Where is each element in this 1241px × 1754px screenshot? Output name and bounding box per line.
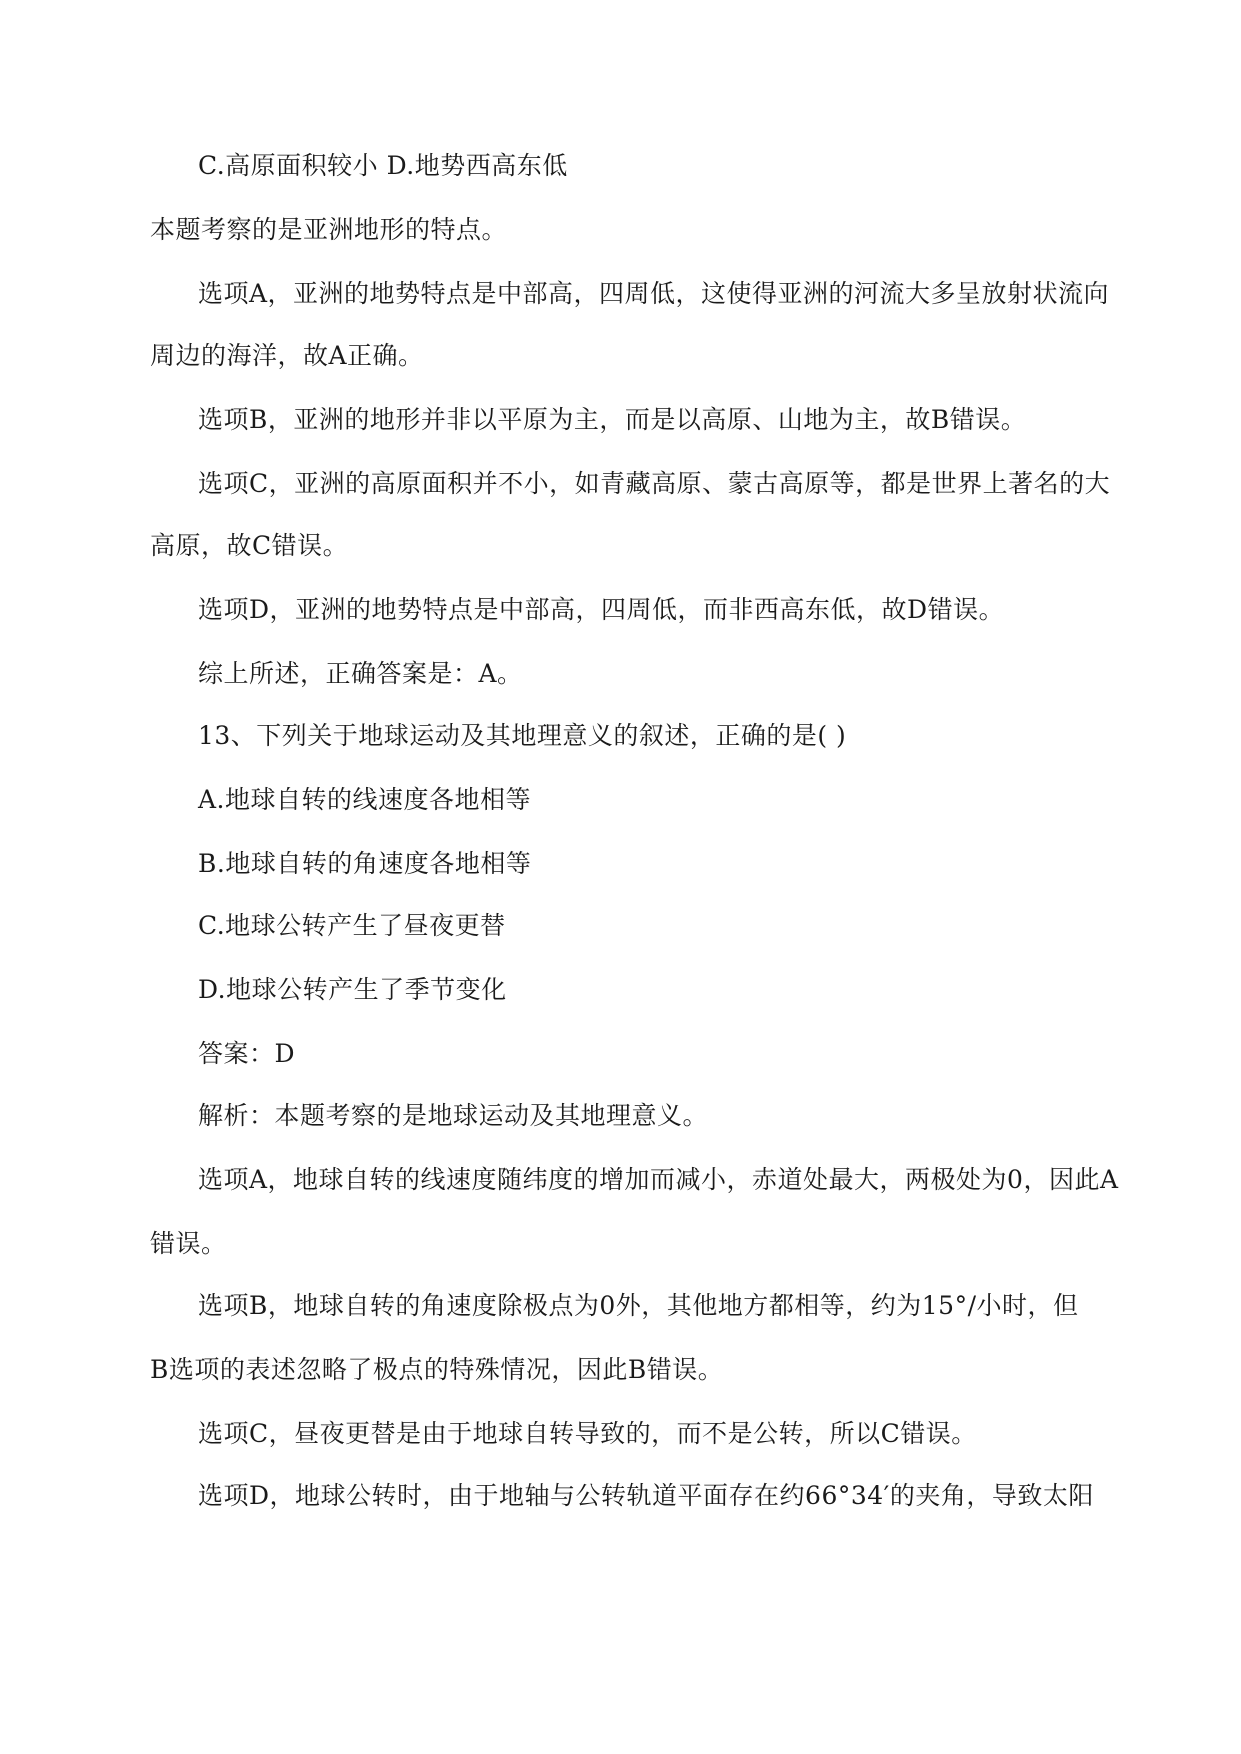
answer-line: 答案：D bbox=[198, 1039, 296, 1068]
analysis-option-b-cont: B选项的表述忽略了极点的特殊情况，因此B错误。 bbox=[150, 1355, 724, 1384]
analysis-option-c: 选项C，昼夜更替是由于地球自转导致的，而不是公转，所以C错误。 bbox=[198, 1419, 977, 1448]
analysis-option-d: 选项D，地球公转时，由于地轴与公转轨道平面存在约66°34′的夹角，导致太阳 bbox=[198, 1481, 1094, 1510]
text-line-option-a-cont: 周边的海洋，故A正确。 bbox=[150, 341, 424, 370]
text-line-option-c: 选项C，亚洲的高原面积并不小，如青藏高原、蒙古高原等，都是世界上著名的大 bbox=[198, 469, 1111, 498]
text-line-option-c-cont: 高原，故C错误。 bbox=[150, 531, 349, 560]
analysis-line: 解析：本题考察的是地球运动及其地理意义。 bbox=[198, 1101, 709, 1130]
text-line-intro: 本题考察的是亚洲地形的特点。 bbox=[150, 215, 508, 244]
text-line-option-d: 选项D，亚洲的地势特点是中部高，四周低，而非西高东低，故D错误。 bbox=[198, 595, 1005, 624]
analysis-option-b: 选项B，地球自转的角速度除极点为0外，其他地方都相等，约为15°/小时，但 bbox=[198, 1291, 1079, 1320]
question-13-option-c: C.地球公转产生了昼夜更替 bbox=[198, 911, 506, 940]
text-line-option-cd: C.高原面积较小 D.地势西高东低 bbox=[198, 151, 568, 180]
text-line-option-a: 选项A，亚洲的地势特点是中部高，四周低，这使得亚洲的河流大多呈放射状流向 bbox=[198, 279, 1110, 308]
question-13-option-a: A.地球自转的线速度各地相等 bbox=[198, 785, 532, 814]
text-line-summary: 综上所述，正确答案是：A。 bbox=[198, 659, 523, 688]
analysis-option-a: 选项A，地球自转的线速度随纬度的增加而减小，赤道处最大，两极处为0，因此A bbox=[198, 1165, 1119, 1194]
question-13-option-d: D.地球公转产生了季节变化 bbox=[198, 975, 507, 1004]
analysis-option-a-cont: 错误。 bbox=[150, 1229, 227, 1258]
question-13: 13、下列关于地球运动及其地理意义的叙述，正确的是( ) bbox=[198, 721, 847, 750]
text-line-option-b: 选项B，亚洲的地形并非以平原为主，而是以高原、山地为主，故B错误。 bbox=[198, 405, 1027, 434]
question-13-option-b: B.地球自转的角速度各地相等 bbox=[198, 849, 532, 878]
